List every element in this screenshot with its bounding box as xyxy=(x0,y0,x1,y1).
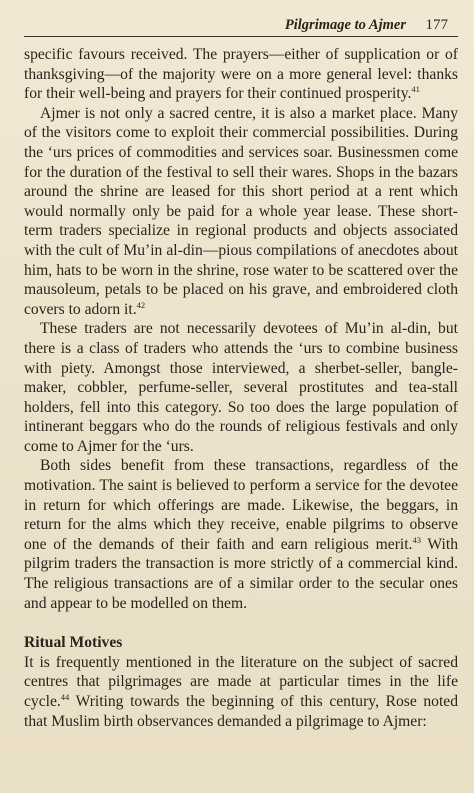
paragraph-text: specific favours received. The prayers—either of supplication or of thanksgiving—of the majority were on a more general level: thanks for their well-being and prayers for their continued prosperity. xyxy=(24,46,458,103)
paragraph-text: Ajmer is not only a sacred centre, it is also a market place. Many of the visitors come to exploit their commercial possibilities. During the ‘urs prices of commodities and services soar. Businessmen come for the duration of the festival to sell their wares. Shops in the bazars around the shrine are leased for this short period at a rent which would normally only be paid for a whole year lease. These short-term traders specialize in regional products and objects associated with the cult of Mu’in al-din—pious compilations of anecdotes about him, hats to be worn in the shrine, rose water to be scattered over the mausoleum, petals to be placed on his grave, and embroidered cloth covers to adorn it. xyxy=(24,104,458,318)
running-header xyxy=(24,14,458,37)
footnote-marker: 42 xyxy=(136,299,146,310)
paragraph-ritual-motives xyxy=(24,653,458,731)
footnote-marker: 43 xyxy=(412,534,421,545)
running-title: Pilgrimage to Ajmer xyxy=(284,17,406,33)
footnote-marker: 44 xyxy=(60,691,70,702)
body-text xyxy=(24,45,458,731)
paragraph-transactions xyxy=(24,456,458,613)
paragraph-text: Writing towards the beginning of this century, Rose noted that Muslim birth observances demanded a pilgrimage to Ajmer: xyxy=(24,693,458,730)
paragraph-text: With pilgrim traders the transaction is more strictly of a commercial kind. The religious transactions are of a similar order to the secular ones and appear to be modelled on them. xyxy=(24,535,458,612)
paragraph-text: These traders are not necessarily devotees of Mu’in al-din, but there is a class of traders who attends the ‘urs to combine business with piety. Amongst those interviewed, a sherbet-seller, bangle-maker, cobbler, perfume-seller, several prostitutes and tea-stall holders, fell into this category. So too does the large population of intinerant beggars who do the rounds of religious festivals and only come to Ajmer for the ‘urs. xyxy=(24,320,458,455)
footnote-marker: 41 xyxy=(411,84,420,94)
paragraph-market-place xyxy=(24,104,458,320)
paragraph-continuation xyxy=(24,45,458,104)
section-heading: Ritual Motives xyxy=(24,634,123,652)
paragraph-text: It is frequently mentioned in the literature on the subject of sacred centres that pilgrimages are made at particular times in the life cycle. xyxy=(24,653,458,710)
paragraph-traders xyxy=(24,319,458,456)
paragraph-text: Both sides benefit from these transactions, regardless of the motivation. The saint is believed to perform a service for the devotee in return for which offerings are made. Likewise, the beggars, in return for the alms which they receive, enable pilgrims to observe one of the demands of their faith and earn religious merit. xyxy=(24,457,458,553)
page-number: 177 xyxy=(425,17,448,33)
